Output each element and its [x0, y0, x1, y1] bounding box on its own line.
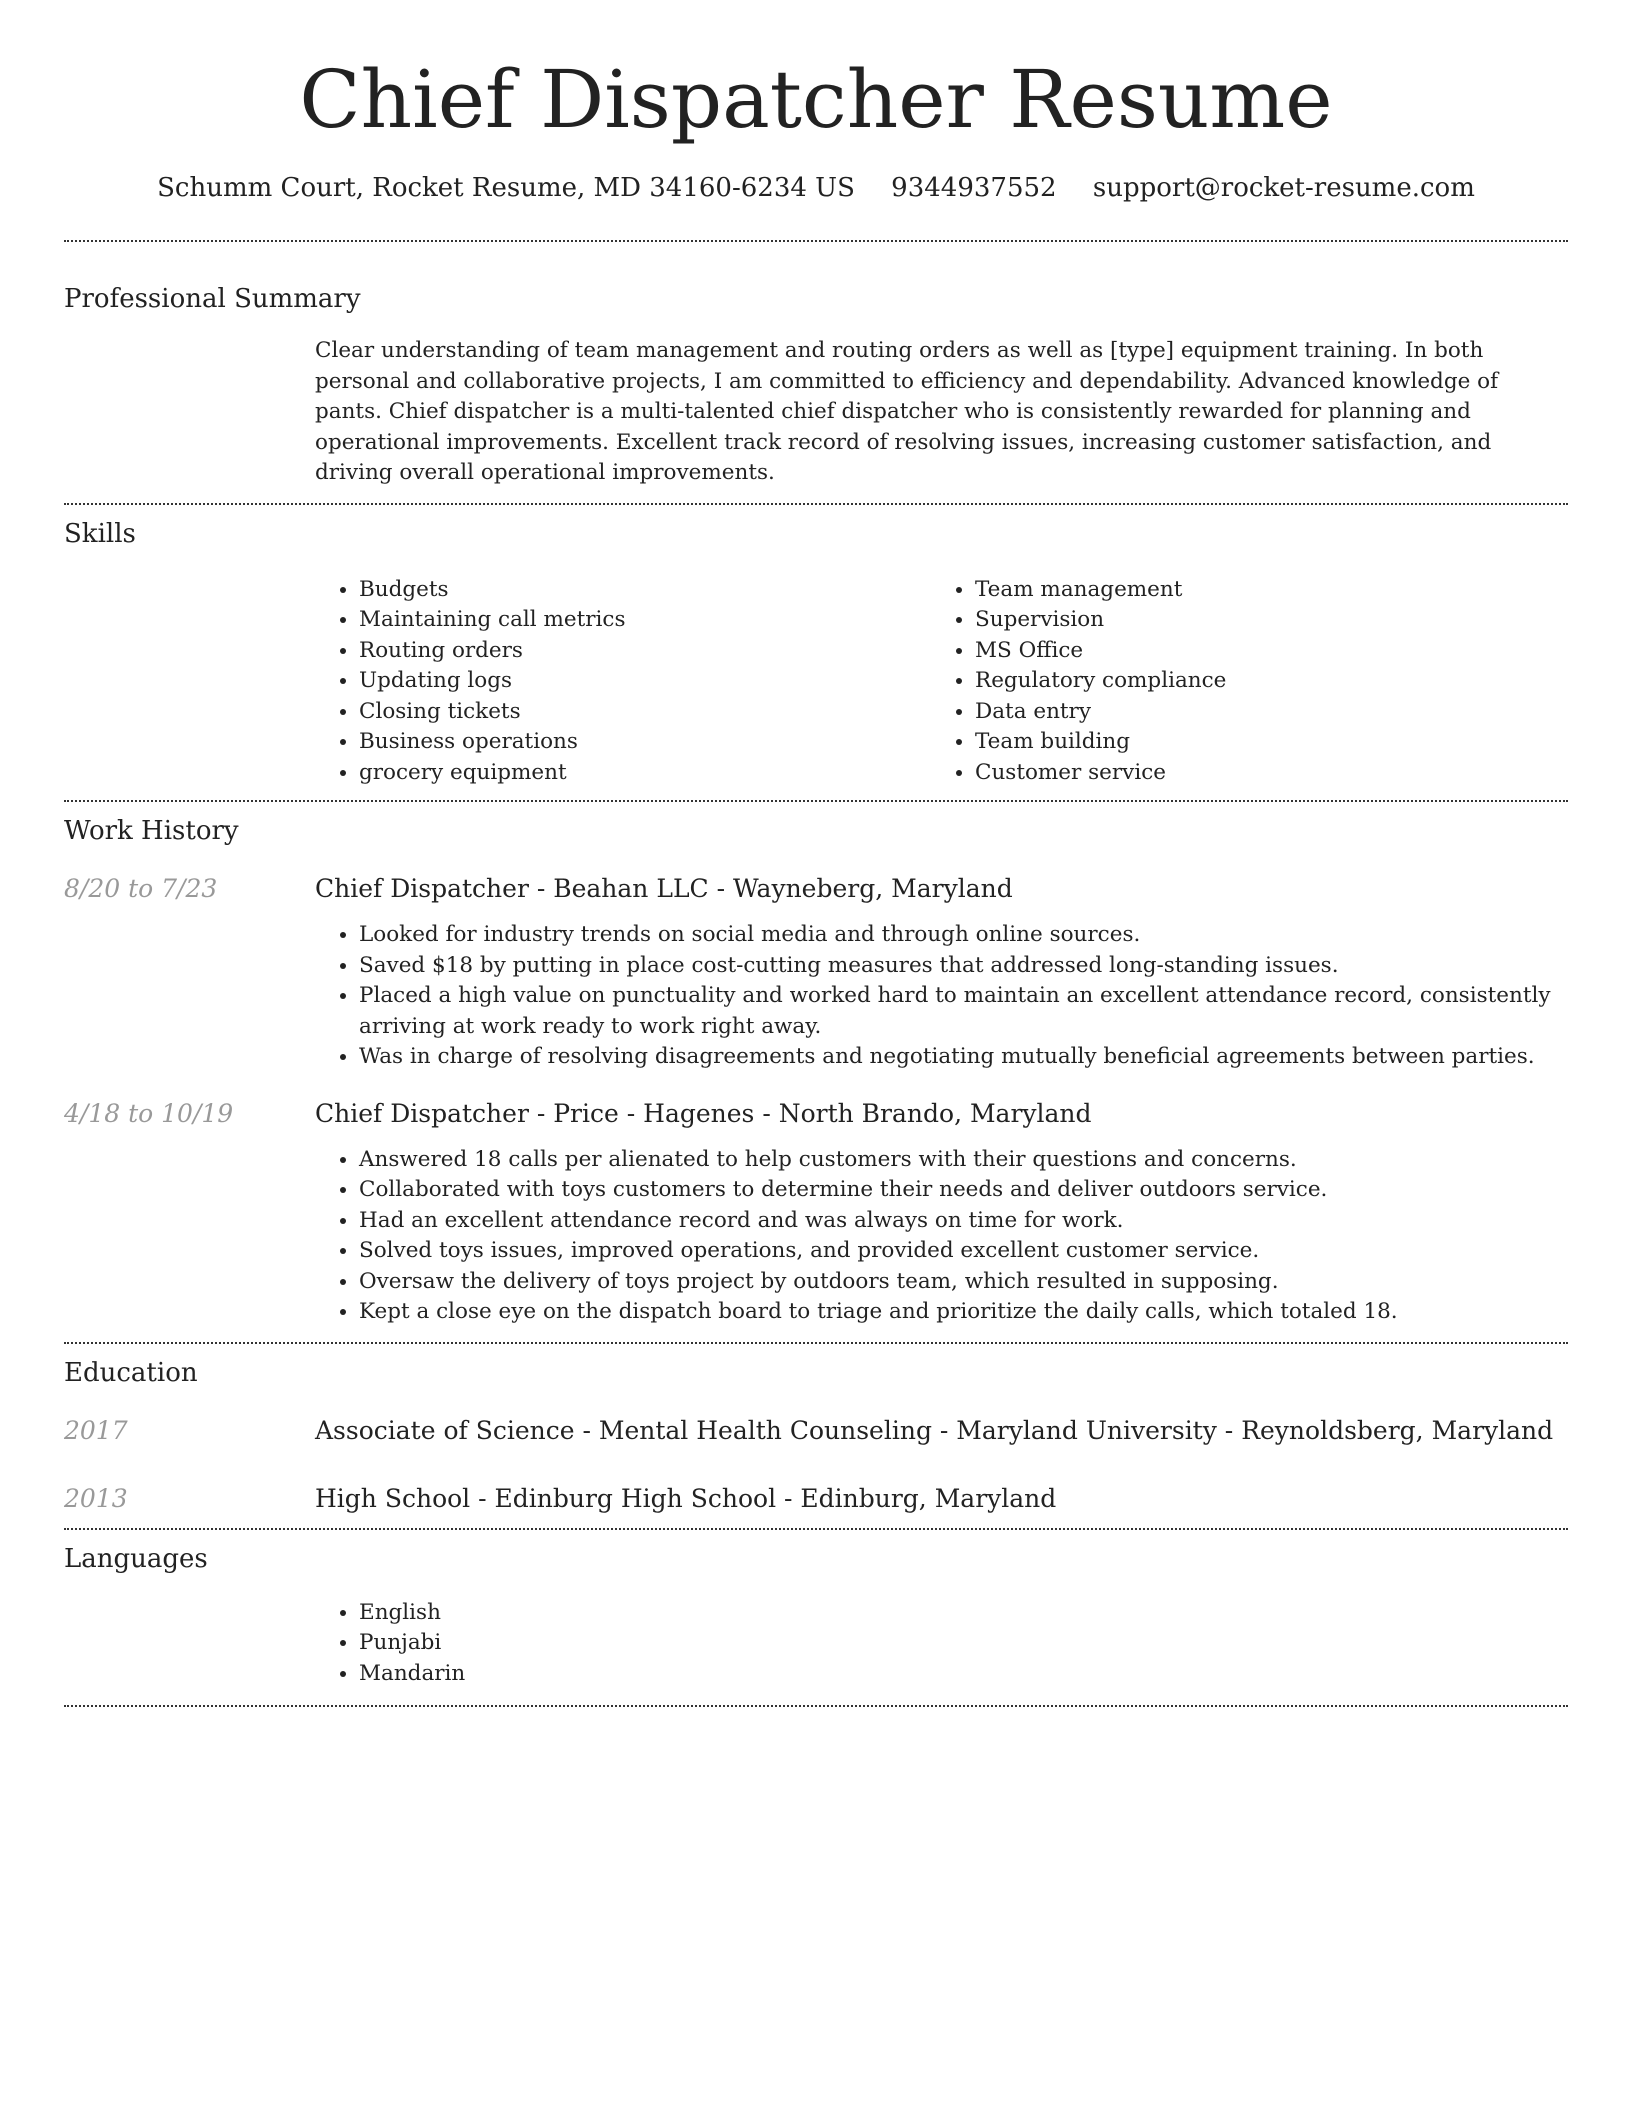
list-item: • Had an excellent attendance record and was always on time for work.: [359, 1206, 1568, 1237]
list-item: • grocery equipment: [359, 758, 931, 789]
list-item: • Team management: [975, 575, 1547, 606]
education-entry: [64, 1414, 1568, 1448]
list-item: • Customer service: [975, 758, 1547, 789]
list-item: • Looked for industry trends on social media and through online sources.: [359, 920, 1568, 951]
list-item: • Regulatory compliance: [975, 666, 1547, 697]
list-item: • Oversaw the delivery of toys project by outdoors team, which resulted in supposing.: [359, 1267, 1568, 1298]
summary-text: Clear understanding of team management and routing orders as well as [type] equipment training. In both personal and collaborative projects, I am committed to efficiency and dependability. Advanced knowledge of pants. Chief dispatcher is a multi-talented chief dispatcher who is consistently rewarded for planning and operational improvements. Excellent track record of resolving issues, increasing customer satisfaction, and driving overall operational improvements.: [315, 338, 1499, 485]
list-item: • Data entry: [975, 697, 1547, 728]
skills-column-right: [931, 575, 1547, 789]
list-item: • Placed a high value on punctuality and worked hard to maintain an excellent attendance record, consistently arriving at work ready to work right away.: [359, 981, 1568, 1042]
section-divider: [64, 1342, 1568, 1344]
job-bullet-list: [315, 920, 1568, 1073]
job-bullets: [315, 1145, 1568, 1328]
job-entry: [64, 1097, 1568, 1131]
job-bullet-list: [315, 1145, 1568, 1328]
list-item: • Budgets: [359, 575, 931, 606]
education-school: - Edinburg High School - Edinburg, Maryland: [470, 1483, 1057, 1513]
list-item: • Updating logs: [359, 666, 931, 697]
list-item: • Collaborated with toys customers to determine their needs and deliver outdoors service.: [359, 1175, 1568, 1206]
section-divider: [64, 1528, 1568, 1530]
skills-heading: Skills: [64, 518, 136, 549]
list-item: • Answered 18 calls per alienated to help customers with their questions and concerns.: [359, 1145, 1568, 1176]
education-detail: [315, 1414, 1553, 1448]
resume-title: Chief Dispatcher Resume: [299, 53, 1333, 146]
contact-line: [64, 170, 1568, 206]
education-degree: Associate of Science - Mental Health Counseling: [315, 1415, 932, 1445]
job-dates: 8/20 to 7/23: [64, 874, 218, 903]
education-entry: [64, 1482, 1568, 1516]
section-divider: [64, 1705, 1568, 1707]
list-item: • Business operations: [359, 727, 931, 758]
job-title: Chief Dispatcher - Price - Hagenes - North Brando, Maryland: [315, 1098, 1092, 1128]
job-bullets: [315, 920, 1568, 1073]
skills-column-left: [315, 575, 931, 789]
work-history-heading: Work History: [64, 816, 239, 846]
education-school: - Maryland University - Reynoldsberg, Maryland: [931, 1415, 1554, 1445]
list-item: • Solved toys issues, improved operations, and provided excellent customer service.: [359, 1236, 1568, 1267]
job-entry: [64, 872, 1568, 906]
education-year: 2013: [64, 1483, 128, 1513]
job-title: Chief Dispatcher - Beahan LLC - Wayneberg, Maryland: [315, 874, 1013, 903]
list-item: • Supervision: [975, 605, 1547, 636]
list-item: • Closing tickets: [359, 697, 931, 728]
contact-address: Schumm Court, Rocket Resume, MD 34160-6234 US: [157, 173, 855, 203]
list-item: • MS Office: [975, 636, 1547, 667]
education-detail: [315, 1482, 1056, 1516]
list-item: • Kept a close eye on the dispatch board to triage and prioritize the daily calls, which totaled 18.: [359, 1297, 1568, 1328]
list-item: • Routing orders: [359, 636, 931, 667]
languages-bullet-list: [315, 1598, 1568, 1690]
job-dates: 4/18 to 10/19: [64, 1098, 234, 1128]
summary-heading: Professional Summary: [64, 284, 361, 314]
list-item: • Was in charge of resolving disagreements and negotiating mutually beneficial agreements between parties.: [359, 1042, 1568, 1073]
list-item: • Punjabi: [359, 1628, 1568, 1659]
section-divider: [64, 800, 1568, 802]
languages-list: [315, 1598, 1568, 1690]
education-degree: High School: [315, 1483, 471, 1513]
section-divider: [64, 240, 1568, 242]
list-item: • Mandarin: [359, 1659, 1568, 1690]
list-item: • Team building: [975, 727, 1547, 758]
languages-heading: Languages: [64, 1543, 208, 1574]
skills-grid: [315, 575, 1568, 789]
skills-list-left: [315, 575, 931, 789]
education-year: 2017: [64, 1415, 128, 1445]
list-item: • Saved $18 by putting in place cost-cutting measures that addressed long-standing issues.: [359, 951, 1568, 982]
contact-phone: 9344937552: [891, 173, 1057, 203]
list-item: • English: [359, 1598, 1568, 1629]
skills-list-right: [931, 575, 1547, 789]
list-item: • Maintaining call metrics: [359, 605, 931, 636]
contact-email: support@rocket-resume.com: [1092, 173, 1475, 203]
section-divider: [64, 503, 1568, 505]
education-heading: Education: [64, 1357, 198, 1388]
